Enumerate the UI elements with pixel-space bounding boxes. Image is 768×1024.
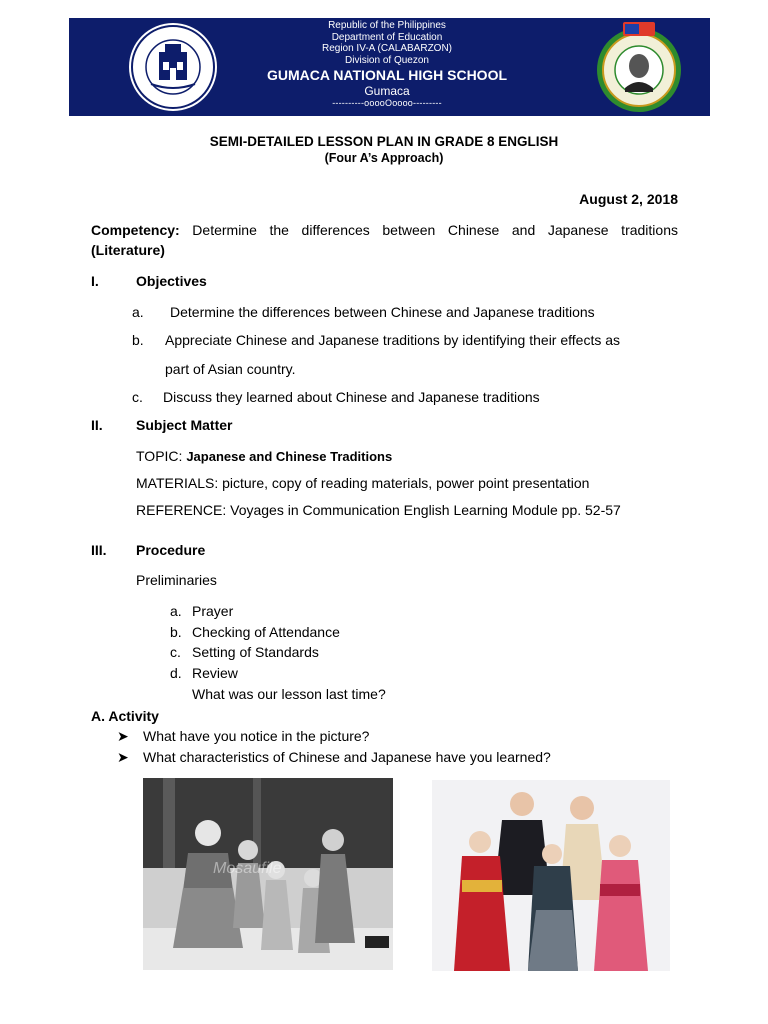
header-text xyxy=(239,20,535,108)
procedure-numeral: III. xyxy=(91,542,107,558)
objectives-heading: Objectives xyxy=(136,273,207,289)
procedure-letter: c. xyxy=(170,644,181,660)
procedure-item: Prayer xyxy=(192,603,234,619)
subject-matter-numeral: II. xyxy=(91,417,103,433)
competency-label: Competency: xyxy=(91,222,180,238)
procedure-letter: b. xyxy=(170,624,182,640)
department-line: Department of Education xyxy=(331,31,443,43)
objective-item: Determine the differences between Chinese and Japanese traditions xyxy=(170,304,595,320)
arrow-bullet-icon: ➤ xyxy=(117,728,129,744)
topic-label: TOPIC: xyxy=(136,448,183,464)
preliminaries-label: Preliminaries xyxy=(136,572,217,588)
objective-item: Discuss they learned about Chinese and Japanese traditions xyxy=(163,389,540,405)
procedure-item: Review xyxy=(192,665,238,681)
procedure-item: Checking of Attendance xyxy=(192,624,340,640)
region-line: Region IV-A (CALABARZON) xyxy=(321,43,453,54)
japanese-family-bw-photo xyxy=(143,778,393,970)
deped-seal-logo xyxy=(595,18,683,114)
procedure-letter: a. xyxy=(170,603,182,619)
activity-heading: A. Activity xyxy=(91,708,159,724)
procedure-item: Setting of Standards xyxy=(192,644,319,660)
republic-line: Republic of the Philippines xyxy=(328,20,446,31)
town-name: Gumaca xyxy=(364,84,410,98)
school-name: GUMACA NATIONAL HIGH SCHOOL xyxy=(266,67,508,83)
reference-line: REFERENCE: Voyages in Communication English Learning Module pp. 52-57 xyxy=(136,502,621,518)
topic-line xyxy=(136,448,392,465)
materials-line: MATERIALS: picture, copy of reading materials, power point presentation xyxy=(136,475,590,491)
topic-value: Japanese and Chinese Traditions xyxy=(186,449,393,464)
activity-question: What have you notice in the picture? xyxy=(143,728,370,744)
procedure-heading: Procedure xyxy=(136,542,206,558)
lesson-plan-title: SEMI-DETAILED LESSON PLAN IN GRADE 8 ENGLISH xyxy=(209,134,559,149)
review-question: What was our lesson last time? xyxy=(192,686,386,702)
photo-watermark: Mosaufile xyxy=(213,860,282,877)
arrow-bullet-icon: ➤ xyxy=(117,749,129,765)
objective-letter: b. xyxy=(132,332,144,348)
activity-question: What characteristics of Chinese and Japanese have you learned? xyxy=(143,749,551,765)
lesson-plan-subtitle: (Four A’s Approach) xyxy=(324,151,444,165)
division-line: Division of Quezon xyxy=(345,54,429,66)
lesson-date: August 2, 2018 xyxy=(579,191,678,207)
school-seal-logo xyxy=(127,22,219,112)
objective-item-continuation: part of Asian country. xyxy=(165,361,296,377)
school-header xyxy=(69,18,710,116)
competency-area: (Literature) xyxy=(91,242,165,258)
objective-item: Appreciate Chinese and Japanese traditions by identifying their effects as xyxy=(165,332,621,348)
objective-letter: a. xyxy=(132,304,144,320)
header-decoration: ----------ooooOoooo--------- xyxy=(332,98,442,108)
competency-text: Determine the differences between Chinese and Japanese traditions xyxy=(192,222,678,238)
japanese-family-color-photo xyxy=(432,780,670,971)
objective-letter: c. xyxy=(132,389,143,405)
competency-line xyxy=(91,222,678,239)
objectives-numeral: I. xyxy=(91,273,99,289)
procedure-letter: d. xyxy=(170,665,182,681)
subject-matter-heading: Subject Matter xyxy=(136,417,233,433)
